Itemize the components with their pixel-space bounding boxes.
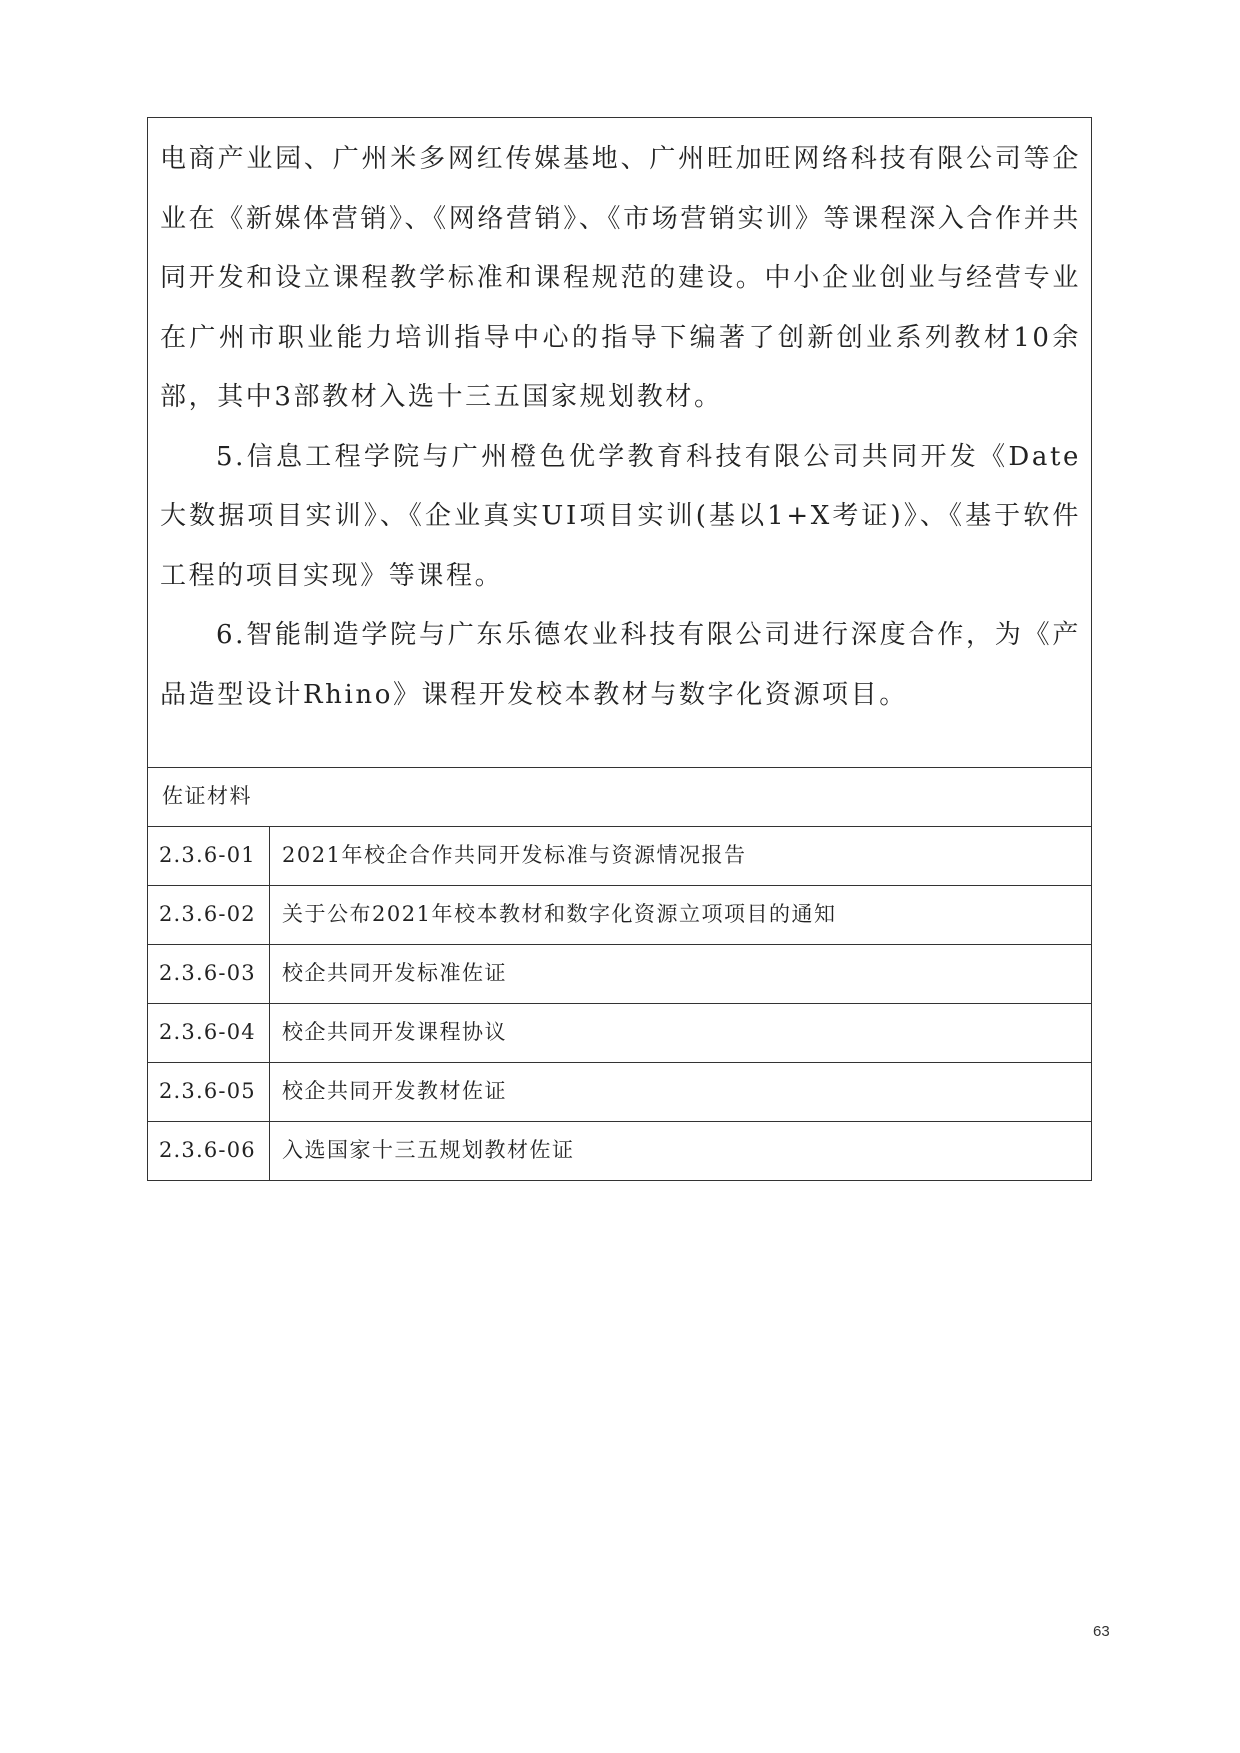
evidence-title: 2021年校企合作共同开发标准与资源情况报告 [282, 843, 747, 867]
evidence-title: 校企共同开发教材佐证 [282, 1079, 507, 1103]
page-number: 63 [1093, 1623, 1110, 1640]
evidence-row [148, 1122, 1091, 1180]
evidence-code: 2.3.6-04 [148, 1004, 270, 1062]
paragraph-5: 5.信息工程学院与广州橙色优学教育科技有限公司共同开发《Date大数据项目实训》、《企业真实UI项目实训(基以1+X考证)》、《基于软件工程的项目实现》等课程。 [160, 441, 1081, 591]
evidence-header: 佐证材料 [148, 768, 1091, 827]
content-table [147, 117, 1092, 1181]
evidence-code: 2.3.6-03 [148, 945, 270, 1003]
evidence-row [148, 1004, 1091, 1063]
paragraph-6: 6.智能制造学院与广东乐德农业科技有限公司进行深度合作，为《产品造型设计Rhino》课程开发校本教材与数字化资源项目。 [160, 620, 1081, 710]
evidence-title: 校企共同开发标准佐证 [282, 961, 507, 985]
evidence-title: 入选国家十三五规划教材佐证 [282, 1138, 575, 1162]
evidence-row [148, 886, 1091, 945]
evidence-row [148, 1063, 1091, 1122]
evidence-code: 2.3.6-02 [148, 886, 270, 944]
evidence-row [148, 945, 1091, 1004]
evidence-title: 关于公布2021年校本教材和数字化资源立项项目的通知 [282, 902, 837, 926]
evidence-code: 2.3.6-05 [148, 1063, 270, 1121]
evidence-code: 2.3.6-01 [148, 827, 270, 885]
paragraph-continuation: 电商产业园、广州米多网红传媒基地、广州旺加旺网络科技有限公司等企业在《新媒体营销》、《网络营销》、《市场营销实训》等课程深入合作并共同开发和设立课程教学标准和课程规范的建设。中小企业创业与经营专业在广州市职业能力培训指导中心的指导下编著了创新创业系列教材10余部，其中3部教材入选十三五国家规划教材。 [160, 144, 1081, 412]
evidence-title: 校企共同开发课程协议 [282, 1020, 507, 1044]
evidence-code: 2.3.6-06 [148, 1122, 270, 1180]
body-text-cell [148, 118, 1091, 768]
evidence-row [148, 827, 1091, 886]
